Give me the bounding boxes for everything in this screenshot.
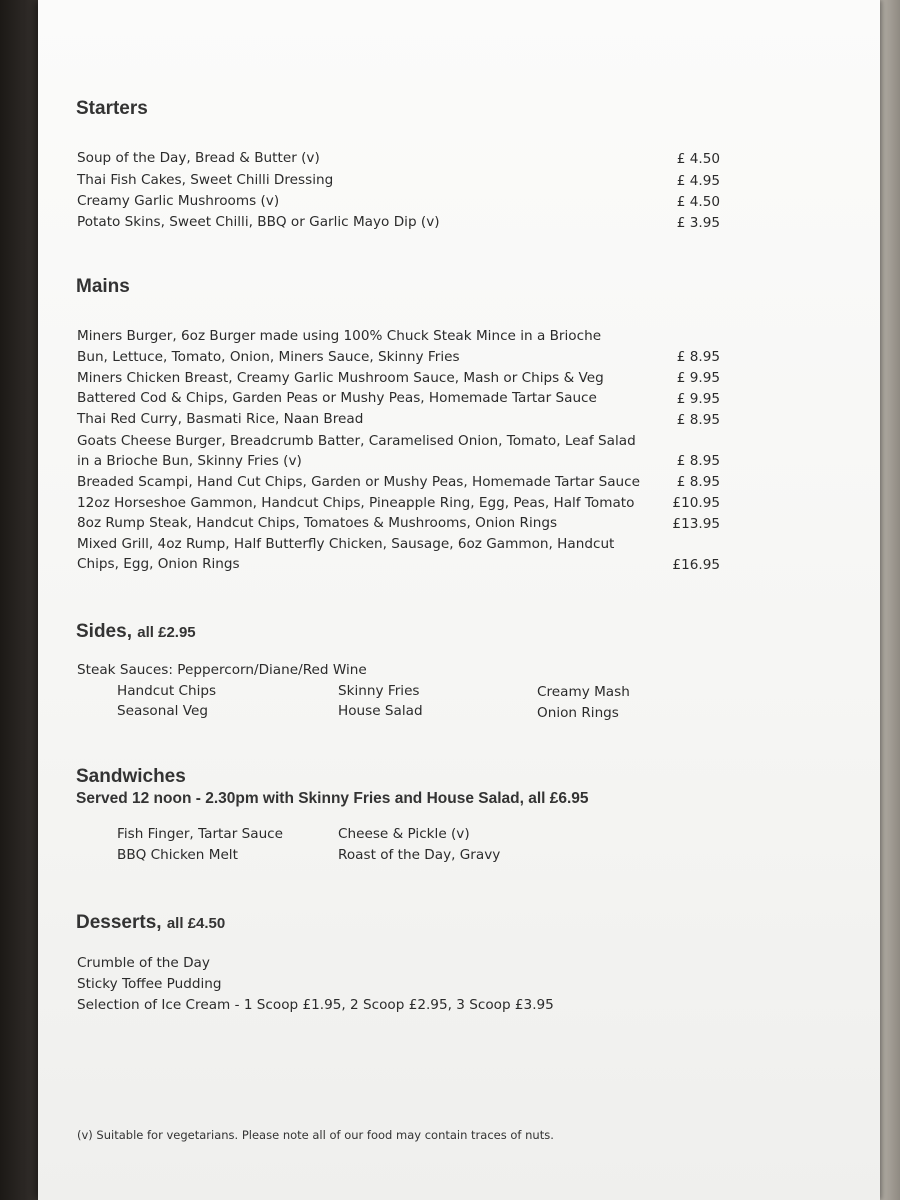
main-item-name: Breaded Scampi, Hand Cut Chips, Garden or Mushy Peas, Homemade Tartar Sauce — [77, 474, 640, 490]
main-item-name-cont: Chips, Egg, Onion Rings — [77, 556, 240, 572]
side-item: Creamy Mash — [537, 684, 630, 700]
sandwiches-heading: Sandwiches — [76, 766, 186, 787]
main-item-name: Miners Chicken Breast, Creamy Garlic Mushroom Sauce, Mash or Chips & Veg — [77, 370, 604, 386]
main-item-name: Miners Burger, 6oz Burger made using 100% Chuck Steak Mince in a Brioche — [77, 328, 602, 344]
side-item: Onion Rings — [537, 705, 619, 721]
sides-heading — [76, 621, 196, 643]
main-item-price: £ 8.95 — [676, 349, 720, 365]
desserts-title: Desserts, — [76, 912, 162, 933]
side-item: House Salad — [338, 703, 423, 719]
starter-item-price: £ 4.50 — [676, 194, 720, 210]
main-item-price: £ 8.95 — [676, 453, 720, 469]
main-item-name: 12oz Horseshoe Gammon, Handcut Chips, Pineapple Ring, Egg, Peas, Half Tomato — [77, 495, 635, 511]
sandwiches-subtitle: Served 12 noon - 2.30pm with Skinny Fries and House Salad, all £6.95 — [76, 790, 589, 807]
side-item: Seasonal Veg — [117, 703, 209, 719]
mains-heading: Mains — [76, 276, 130, 297]
main-item-price: £13.95 — [672, 516, 720, 532]
starters-heading: Starters — [76, 98, 148, 119]
main-item-price: £ 8.95 — [676, 474, 720, 490]
steak-sauces: Steak Sauces: Peppercorn/Diane/Red Wine — [77, 662, 367, 678]
main-item-name-cont: Bun, Lettuce, Tomato, Onion, Miners Sauce, Skinny Fries — [77, 349, 460, 365]
desserts-heading — [76, 912, 225, 934]
main-item-price: £10.95 — [672, 495, 720, 511]
main-item-price: £16.95 — [672, 557, 720, 573]
sides-title: Sides, — [76, 621, 132, 642]
dessert-item: Selection of Ice Cream - 1 Scoop £1.95, 2 Scoop £2.95, 3 Scoop £3.95 — [77, 997, 554, 1013]
main-item-name: Thai Red Curry, Basmati Rice, Naan Bread — [77, 411, 364, 427]
main-item-name: 8oz Rump Steak, Handcut Chips, Tomatoes & Mushrooms, Onion Rings — [77, 515, 558, 531]
side-item: Skinny Fries — [338, 683, 420, 699]
starter-item-name: Thai Fish Cakes, Sweet Chilli Dressing — [77, 172, 334, 188]
main-item-name-cont: in a Brioche Bun, Skinny Fries (v) — [77, 453, 302, 469]
sandwich-item: Fish Finger, Tartar Sauce — [117, 826, 284, 842]
main-item-name: Battered Cod & Chips, Garden Peas or Mushy Peas, Homemade Tartar Sauce — [77, 390, 597, 406]
sandwich-item: Roast of the Day, Gravy — [338, 847, 501, 863]
sides-price-note: all £2.95 — [137, 624, 196, 641]
main-item-price: £ 8.95 — [676, 412, 720, 428]
starter-item-price: £ 3.95 — [676, 215, 720, 231]
starter-item-price: £ 4.50 — [676, 151, 720, 167]
starter-item-name: Soup of the Day, Bread & Butter (v) — [77, 150, 320, 166]
footer-note: (v) Suitable for vegetarians. Please note all of our food may contain traces of nuts. — [77, 1128, 554, 1142]
dessert-item: Sticky Toffee Pudding — [77, 976, 222, 992]
side-item: Handcut Chips — [117, 683, 217, 699]
page-stack-edge — [878, 0, 900, 1200]
main-item-name: Mixed Grill, 4oz Rump, Half Butterfly Chicken, Sausage, 6oz Gammon, Handcut — [77, 536, 615, 552]
main-item-price: £ 9.95 — [676, 370, 720, 386]
sandwich-item: BBQ Chicken Melt — [117, 847, 238, 863]
dessert-item: Crumble of the Day — [77, 955, 210, 971]
starter-item-name: Creamy Garlic Mushrooms (v) — [77, 193, 280, 209]
starter-item-price: £ 4.95 — [676, 173, 720, 189]
table-background-left — [0, 0, 40, 1200]
main-item-price: £ 9.95 — [676, 391, 720, 407]
starter-item-name: Potato Skins, Sweet Chilli, BBQ or Garlic Mayo Dip (v) — [77, 214, 440, 230]
desserts-price-note: all £4.50 — [166, 915, 226, 932]
sandwich-item: Cheese & Pickle (v) — [338, 826, 470, 842]
main-item-name: Goats Cheese Burger, Breadcrumb Batter, Caramelised Onion, Tomato, Leaf Salad — [77, 433, 636, 449]
